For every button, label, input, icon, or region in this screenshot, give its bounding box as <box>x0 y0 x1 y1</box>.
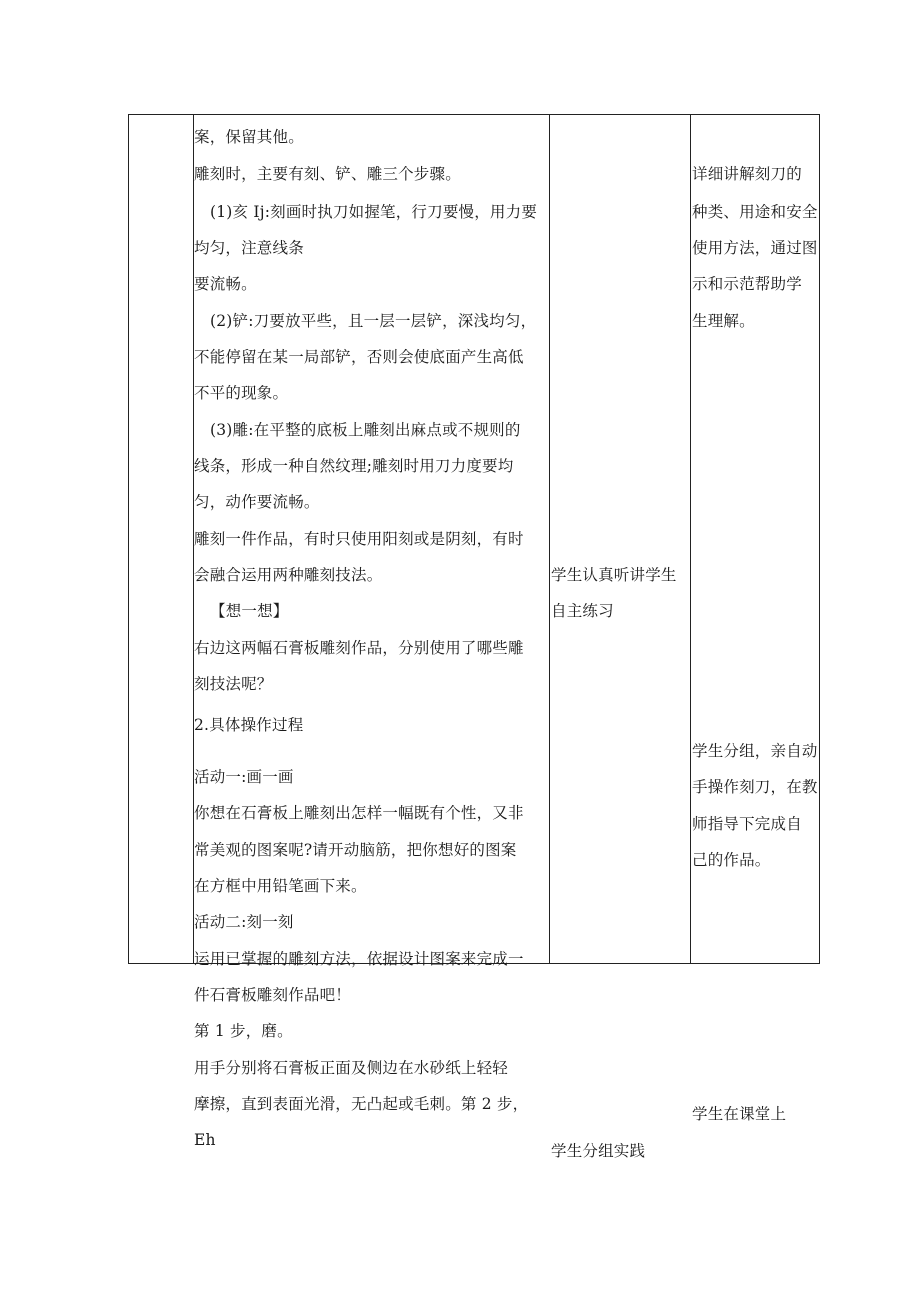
content-line: 刻技法呢？ <box>194 675 273 693</box>
content-line: 常美观的图案呢?请开动脑筋，把你想好的图案 <box>194 841 517 859</box>
content-line: 会融合运用两种雕刻技法。 <box>194 566 383 584</box>
content-line: 右边这两幅石膏板雕刻作品，分别使用了哪些雕 <box>194 639 524 657</box>
content-line: 雕刻时，主要有刻、铲、雕三个步骤。 <box>194 165 461 183</box>
design-intent-line: 学生在课堂上 <box>692 1105 787 1123</box>
design-intent-line: 详细讲解刻刀的 <box>692 165 802 183</box>
content-line: 雕刻一件作品，有时只使用阳刻或是阴刻，有时 <box>194 530 524 548</box>
section-heading: 2.具体操作过程 <box>194 716 304 734</box>
design-intent-line: 己的作品。 <box>692 851 771 869</box>
content-line: 摩擦，直到表面光滑，无凸起或毛刺。第 2 步， <box>194 1095 529 1113</box>
design-intent-line: 师指导下完成自 <box>692 815 802 833</box>
activity-heading: 活动一:画一画 <box>194 768 294 786</box>
content-line: Eh <box>194 1131 216 1149</box>
content-line: (1)亥 Ij:刻画时执刀如握笔，行刀要慢，用力要 <box>210 203 538 221</box>
content-line: 在方框中用铅笔画下来。 <box>194 877 367 895</box>
content-line: 不平的现象。 <box>194 384 289 402</box>
design-intent-line: 种类、用途和安全 <box>692 203 818 221</box>
design-intent-line: 生理解。 <box>692 312 755 330</box>
student-activity-line: 学生分组实践 <box>551 1142 646 1160</box>
content-line: (2)铲:刀要放平些，且一层一层铲，深浅均匀， <box>210 312 537 330</box>
design-intent-line: 学生分组，亲自动 <box>692 742 818 760</box>
content-line: 均匀，注意线条 <box>194 239 304 257</box>
design-intent-line: 示和示范帮助学 <box>692 275 802 293</box>
activity-heading: 活动二:刻一刻 <box>194 913 294 931</box>
content-line: (3)雕:在平整的底板上雕刻出麻点或不规则的 <box>210 421 521 439</box>
content-line: 用手分别将石膏板正面及侧边在水砂纸上轻轻 <box>194 1059 509 1077</box>
content-line: 要流畅。 <box>194 275 257 293</box>
content-line: 案，保留其他。 <box>194 128 304 146</box>
content-line: 匀，动作要流畅。 <box>194 493 320 511</box>
content-line: 不能停留在某一局部铲，否则会使底面产生高低 <box>194 348 524 366</box>
content-line: 你想在石膏板上雕刻出怎样一幅既有个性，又非 <box>194 804 524 822</box>
design-intent-line: 手操作刻刀，在教 <box>692 778 818 796</box>
design-intent-line: 使用方法，通过图 <box>692 239 818 257</box>
content-line: 线条，形成一种自然纹理;雕刻时用刀力度要均 <box>194 457 514 475</box>
content-line: 运用已掌握的雕刻方法，依据设计图案来完成一 <box>194 950 524 968</box>
content-line: 【想一想】 <box>210 602 289 620</box>
content-line: 第 1 步，磨。 <box>194 1022 293 1040</box>
student-activity-line: 学生认真听讲学生 <box>551 566 677 584</box>
content-line: 件石膏板雕刻作品吧！ <box>194 986 352 1004</box>
student-activity-line: 自主练习 <box>551 602 614 620</box>
